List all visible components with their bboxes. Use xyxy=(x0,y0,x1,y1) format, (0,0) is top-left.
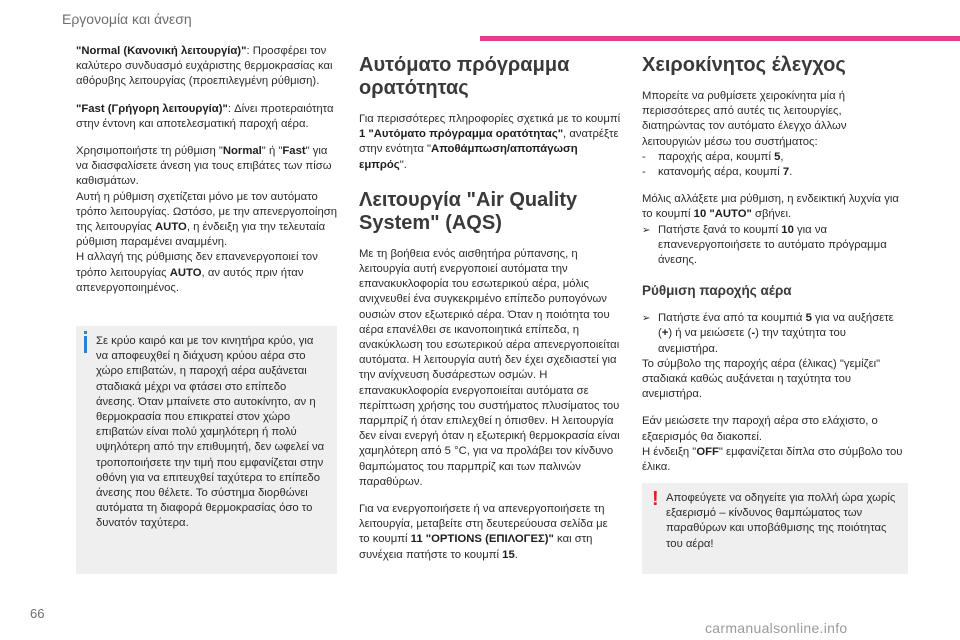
aqs-description: Με τη βοήθεια ενός αισθητήρα ρύπανσης, η λειτουργία αυτή ενεργοποιεί αυτόματα την επανακυκλοφορία του εσωτερικού αέρα, μόλις ανιχνευθεί ένα συγκεκριμένο επίπεδο ρυπογόνων ουσιών στον εξωτερικό αέρα. Όταν η ποιότητα του αέρα επανέλθει σε ικανοποιητικά επίπεδα, η ανακύκλωση του εσωτερικού αέρα απενεργοποιείται αυτόματα. Η λειτουργία αυτή δεν έχει σχεδιαστεί για την ανίχνευση δυσάρεστων οσμών. Η επανακυκλοφορία ενεργοποιείται αυτόματα σε περίπτωση χρήσης του συστήματος πλυσίματος του παρμπρίζ ή όταν επιλεχθεί η όπισθεν. Η λειτουργία δεν είναι ενεργή όταν η εξωτερική θερμοκρασία είναι χαμηλότερη από 5 °C, για να προλάβει τον κίνδυνο θαμπώματος του παρμπρίζ και των παλινών παραθύρων. xyxy=(359,247,620,488)
manual-change-paragraph: Μόλις αλλάξετε μια ρύθμιση, η ενδεικτική λυχνία για το κουμπί 10 "AUTO" σβήνει. xyxy=(642,193,899,221)
fast-mode-paragraph: "Fast (Γρήγορη λειτουργία)": Δίνει προτεραιότητα στην έντονη και αποτελεσματική παροχή αέρα. xyxy=(76,102,334,130)
warning-text: Αποφεύγετε να οδηγείτε για πολλή ώρα χωρίς εξαερισμό – κίνδυνος θαμπώματος των παραθύρων και υποβάθμισης της ποιότητας του αέρα! xyxy=(666,492,896,550)
arrow-bullet-icon: ➢ xyxy=(642,313,651,325)
list-item: - παροχής αέρα, κουμπί 5, xyxy=(642,150,908,165)
info-note-text: Σε κρύο καιρό και με τον κινητήρα κρύο, για να αποφευχθεί η διάχυση κρύου αέρα στο χώρο επιβατών, η παροχή αέρα αυξάνεται σταδιακά μέχρι να φτάσει στο επίπεδο άνεσης. Όταν μπαίνετε στο αυτοκίνητο, αν η θερμοκρασία που επικρατεί στον χώρο επιβατών είναι πολύ χαμηλότερη ή πολύ υψηλότερη από την επιθυμητή, δεν ωφελεί να τροποποιήσετε την τιμή που εμφανίζεται στην οθόνη για να επιτευχθεί ταχύτερα το επίπεδο άνεσης που θέλετε. Το σύστημα διορθώνει αυτόματα τη διαφορά θερμοκρασίας όσο το δυνατόν ταχύτερα. xyxy=(96,335,325,530)
aqs-activation-paragraph: Για να ενεργοποιήσετε ή να απενεργοποιήσετε τη λειτουργία, μεταβείτε στη δευτερεύουσα σελίδα με το κουμπί 11 "OPTIONS (ΕΠΙΛΟΓΕΣ)" και στη συνέχεια πατήστε το κουμπί 15. xyxy=(359,503,608,561)
page-number: 66 xyxy=(30,606,45,621)
info-icon xyxy=(84,336,87,353)
manual-intro: Μπορείτε να ρυθμίσετε χειροκίνητα μία ή περισσότερες από αυτές τις λειτουργίες, διατηρώντας τον αυτόματο έλεγχο άλλων λειτουργιών μέσω του συστήματος: xyxy=(642,90,847,148)
warning-box xyxy=(642,483,908,574)
heading-aqs: Λειτουργία "Air Quality System" (AQS) xyxy=(359,188,578,234)
list-item: - κατανομής αέρα, κουμπί 7. xyxy=(642,165,908,180)
heading-air-flow: Ρύθμιση παροχής αέρα xyxy=(642,283,792,299)
info-note-box xyxy=(76,326,337,574)
auto-visibility-paragraph: Για περισσότερες πληροφορίες σχετικά με το κουμπί 1 "Αυτόματο πρόγραμμα ορατότητας", ανατρέξτε στην ενότητα "Αποθάμπωση/αποπάγωση εμπρός". xyxy=(359,113,621,171)
flow-symbol-paragraph: Το σύμβολο της παροχής αέρα (έλικας) "γεμίζει" σταδιακά καθώς αυξάνεται η ταχύτητα του ανεμιστήρα. xyxy=(642,357,881,401)
watermark: carmanualsonline.info xyxy=(705,620,848,636)
step-item: ➢ Πατήστε ξανά το κουμπί 10 για να επανενεργοποιήσετε το αυτόματο πρόγραμμα άνεσης. xyxy=(642,223,908,269)
dash-marker: - xyxy=(642,166,646,179)
heading-auto-visibility: Αυτόματο πρόγραμμα ορατότητας xyxy=(359,54,570,99)
column-2 xyxy=(359,54,621,575)
warning-icon: ! xyxy=(652,488,659,510)
column-3 xyxy=(642,54,908,487)
section-title: Εργονομία και άνεση xyxy=(62,11,192,27)
arrow-bullet-icon: ➢ xyxy=(642,224,651,236)
flow-off-paragraph: Εάν μειώσετε την παροχή αέρα στο ελάχιστο, ο εξαερισμός θα διακοπεί. Η ένδειξη "OFF" εμφανίζεται δίπλα στο σύμβολο του έλικα. xyxy=(642,415,903,474)
section-color-bar xyxy=(480,36,960,41)
heading-manual-control: Χειροκίνητος έλεγχος xyxy=(642,54,846,76)
usage-paragraph: Χρησιμοποιήστε τη ρύθμιση "Normal" ή "Fast" για να διασφαλίσετε άνεση για τους επιβάτες των πίσω καθισμάτων. Αυτή η ρύθμιση σχετίζεται μόνο με τον αυτόματο τρόπο λειτουργίας. Ωστόσο, με την απενεργοποίηση της λειτουργίας AUTO, η ένδειξη για την τελευταία ρύθμιση παραμένει αναμμένη. Η αλλαγή της ρύθμισης δεν επανενεργοποιεί τον τρόπο λειτουργίας AUTO, αν αυτός πριν ήταν απενεργοποιημένος. xyxy=(76,145,337,294)
dash-marker: - xyxy=(642,150,646,163)
column-1 xyxy=(76,44,338,308)
normal-mode-paragraph: "Normal (Κανονική λειτουργία)": Προσφέρει τον καλύτερο συνδυασμό ευχάριστης θερμοκρασίας και αθόρυβης λειτουργίας (προεπιλεγμένη ρύθμιση). xyxy=(76,45,333,88)
step-item: ➢ Πατήστε ένα από τα κουμπιά 5 για να αυξήσετε (+) ή να μειώσετε (-) την ταχύτητα του ανεμιστήρα. xyxy=(642,311,908,357)
